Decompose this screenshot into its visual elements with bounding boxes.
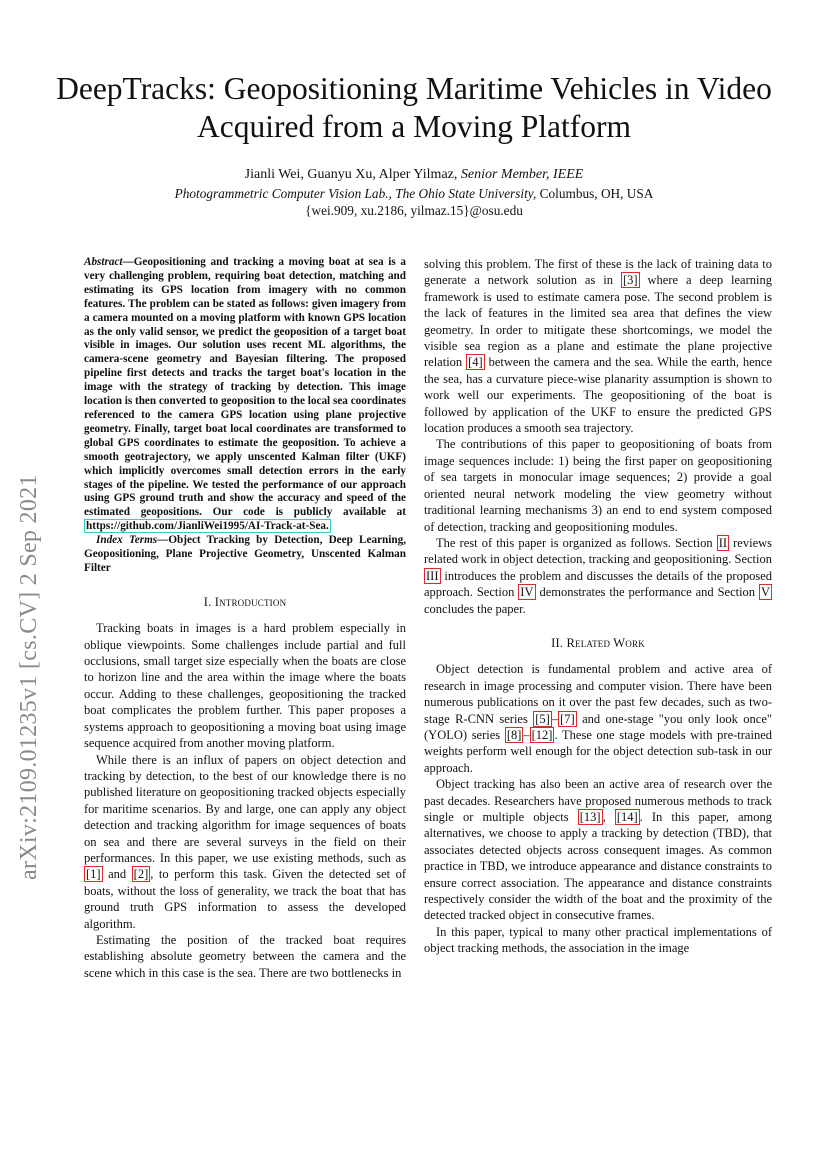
code-repository-link[interactable]: https://github.com/JianliWei1995/AI-Track-at-Sea. — [86, 520, 329, 533]
citation-link-7[interactable]: [7] — [560, 711, 575, 726]
abstract-text: —Geopositioning and tracking a moving boat at sea is a very challenging problem, requiring boat detection, matching and estimating its GPS location from imagery with no common features. The problem can be stated as follows: given imagery from a camera mounted on a moving platform with known GPS location as the only valid sensor, we predict the geoposition of a target boat visible in images. Our solution uses recent ML algorithms, the camera-scene geometry and Bayesian filtering. The proposed pipeline first detects and tracks the target boat's location in the image with the strategy of tracking by detection. This image location is then converted to geoposition to the local sea coordinates referenced to the camera GPS location using plane projective geometry. Finally, target boat local coordinates are transformed to global GPS coordinates to estimate the geoposition. To achieve a smooth geotrajectory, we apply unscented Kalman filter (UKF) which implicitly overcomes small detection errors in the early stages of the pipeline. We tested the performance of our approach using GPS ground truth and show the accuracy and speed of the estimated geopositions. Our code is publicly available at — [84, 256, 406, 519]
citation-link-4[interactable]: [4] — [468, 355, 483, 370]
rw-p1-text-a: Object detection is fundamental problem and active area of research in image processing and computer vision. There have been numerous publications on it over the past few decades, such as two-stage R-CNN series — [424, 662, 772, 726]
organization-paragraph — [424, 535, 772, 617]
affiliation-location: Columbus, OH, USA — [539, 186, 654, 201]
intro-p2-and: and — [108, 867, 127, 882]
citation-link-5[interactable]: [5] — [535, 711, 550, 726]
intro-paragraph-3: Estimating the position of the tracked boat requires establishing absolute geometry between the camera and the scene which in this case is the sea. There are two bottlenecks in — [84, 932, 406, 980]
section-link-4[interactable]: IV — [520, 585, 534, 600]
arxiv-identifier-stamp: arXiv:2109.01235v1 [cs.CV] 2 Sep 2021 — [16, 474, 42, 880]
org-text-b: reviews related work in object detection, tracking and geopositioning. Section — [424, 535, 773, 567]
org-text-a: The rest of this paper is organized as follows. Section — [436, 535, 713, 550]
index-terms — [84, 534, 406, 576]
right-p1-text-b: where a deep learning framework is used to estimate camera pose. The second problem is the lack of features in the limited sea area that defines the view geometry. In order to mitigate these shortcomings, we model the visible sea region as a plane and estimate the plane projective relation — [424, 273, 772, 370]
rw-p1-text-c: . These one stage models with pre-trained weights perform well enough for the object detection sub-task in our approach. — [424, 727, 772, 775]
org-text-e: concludes the paper. — [424, 601, 526, 616]
contributions-paragraph: The contributions of this paper to geopositioning of boats from image sequences include: 1) being the first paper on geopositioning of sea targets in monocular image sequences; 2) provide a goal oriented neural network modeling the view geometry without traditional learning mechanisms 3) an end to end system composed of detection, tracking and geopositioning modules. — [424, 437, 772, 534]
right-column — [424, 256, 772, 957]
related-paragraph-1 — [424, 661, 772, 776]
citation-link-12[interactable]: [12] — [531, 727, 553, 742]
abstract — [84, 256, 406, 534]
intro-paragraph-2 — [84, 752, 406, 932]
rw-p2-text-b: . In this paper, among alternatives, we choose to apply a tracking by detection (TBD), that associates detected objects across consequent images. As common practice in TBD, we introduce appearance and distance constraints to ensure correct association. The appearance and distance constraints respectively consider the width of the boat and the proximity of the detected tracked object in consecutive frames. — [424, 810, 773, 923]
citation-link-2[interactable]: [2] — [133, 867, 149, 882]
index-terms-label: Index Terms — [96, 534, 158, 547]
section-link-2[interactable]: II — [718, 535, 728, 550]
right-p1-text-a: solving this problem. The first of these is the lack of training data to generate a network solution as in — [424, 257, 772, 288]
intro-paragraph-1: Tracking boats in images is a hard problem especially in oblique viewpoints. Some challenges include partial and full occlusions, small target size especially when the boats are close to horizon line and the area within the image where the boats occur. Adding to these challenges, geopositioning the tracked boat complicates the problem further. This paper proposes a systems approach to geopositioning a moving boat using image sequence acquired from another moving platform. — [84, 621, 406, 751]
citation-link-3[interactable]: [3] — [622, 273, 638, 288]
left-column — [84, 256, 406, 981]
rw-dash-2: – — [523, 727, 530, 742]
rw-p1-text-b: and one-stage "you only look once" (YOLO) series — [424, 711, 772, 742]
paper-title: DeepTracks: Geopositioning Maritime Vehicles in Video Acquired from a Moving Platform — [56, 71, 772, 144]
rw-dash-1: – — [551, 711, 559, 726]
affiliation-lab: Photogrammetric Computer Vision Lab., The Ohio State University, — [174, 186, 537, 201]
author-membership: Senior Member, IEEE — [460, 167, 584, 182]
related-paragraph-2 — [424, 776, 772, 924]
section-heading-introduction: I. Introduction — [203, 594, 287, 609]
intro-paragraph-3-cont — [424, 256, 772, 436]
intro-p2-text-b: , to perform this task. Given the detected set of boats, without the loss of generality, we track the boat that has ground truth GPS information to assess the developed algorithm. — [84, 867, 407, 931]
abstract-label: Abstract — [84, 256, 123, 268]
citation-link-8[interactable]: [8] — [506, 727, 522, 742]
section-heading-related-work: II. Related Work — [551, 635, 645, 650]
org-text-c: introduces the problem and discusses the details of the proposed approach. Section — [424, 568, 773, 600]
intro-p2-text-a: While there is an influx of papers on object detection and tracking by detection, to the best of our knowledge there is no published literature on geopositioning tracked objects especially for maritime scenarios. By and large, one can apply any object detection and tracking algorithm for image sequences of boats on sea and there are several surveys in the field on their performances. In this paper, we use existing methods, such as — [84, 752, 406, 865]
citation-link-1[interactable]: [1] — [86, 867, 101, 882]
citation-link-13[interactable]: [13] — [579, 810, 601, 824]
author-names: Jianli Wei, Guanyu Xu, Alper Yilmaz, — [244, 167, 458, 182]
right-p1-text-c: between the camera and the sea. While the earth, hence the sea, has a curvature piece-wise planarity assumption is shown to work well our experiments. The geopositioning of the boat is followed by application of the UKF to ensure the predicted GPS location produces a smooth sea trajectory. — [424, 355, 773, 436]
related-paragraph-3: In this paper, typical to many other practical implementations of object tracking methods, the association in the image — [424, 924, 772, 956]
citation-link-14[interactable]: [14] — [616, 810, 638, 824]
org-text-d: demonstrates the performance and Section — [539, 585, 756, 600]
affiliation-line — [40, 186, 788, 202]
section-link-3[interactable]: III — [426, 568, 439, 583]
section-link-5[interactable]: V — [761, 585, 771, 600]
rw-p2-text-a: Object tracking has also been an active area of research over the past decades. Researchers have proposed numerous methods to track single or multiple objects — [424, 777, 772, 824]
author-emails: {wei.909, xu.2186, yilmaz.15}@osu.edu — [305, 203, 523, 218]
rw-comma: , — [602, 810, 606, 824]
index-terms-text: —Object Tracking by Detection, Deep Learning, Geopositioning, Plane Projective Geometry, Unscented Kalman Filter — [84, 534, 406, 574]
author-line — [40, 167, 788, 183]
